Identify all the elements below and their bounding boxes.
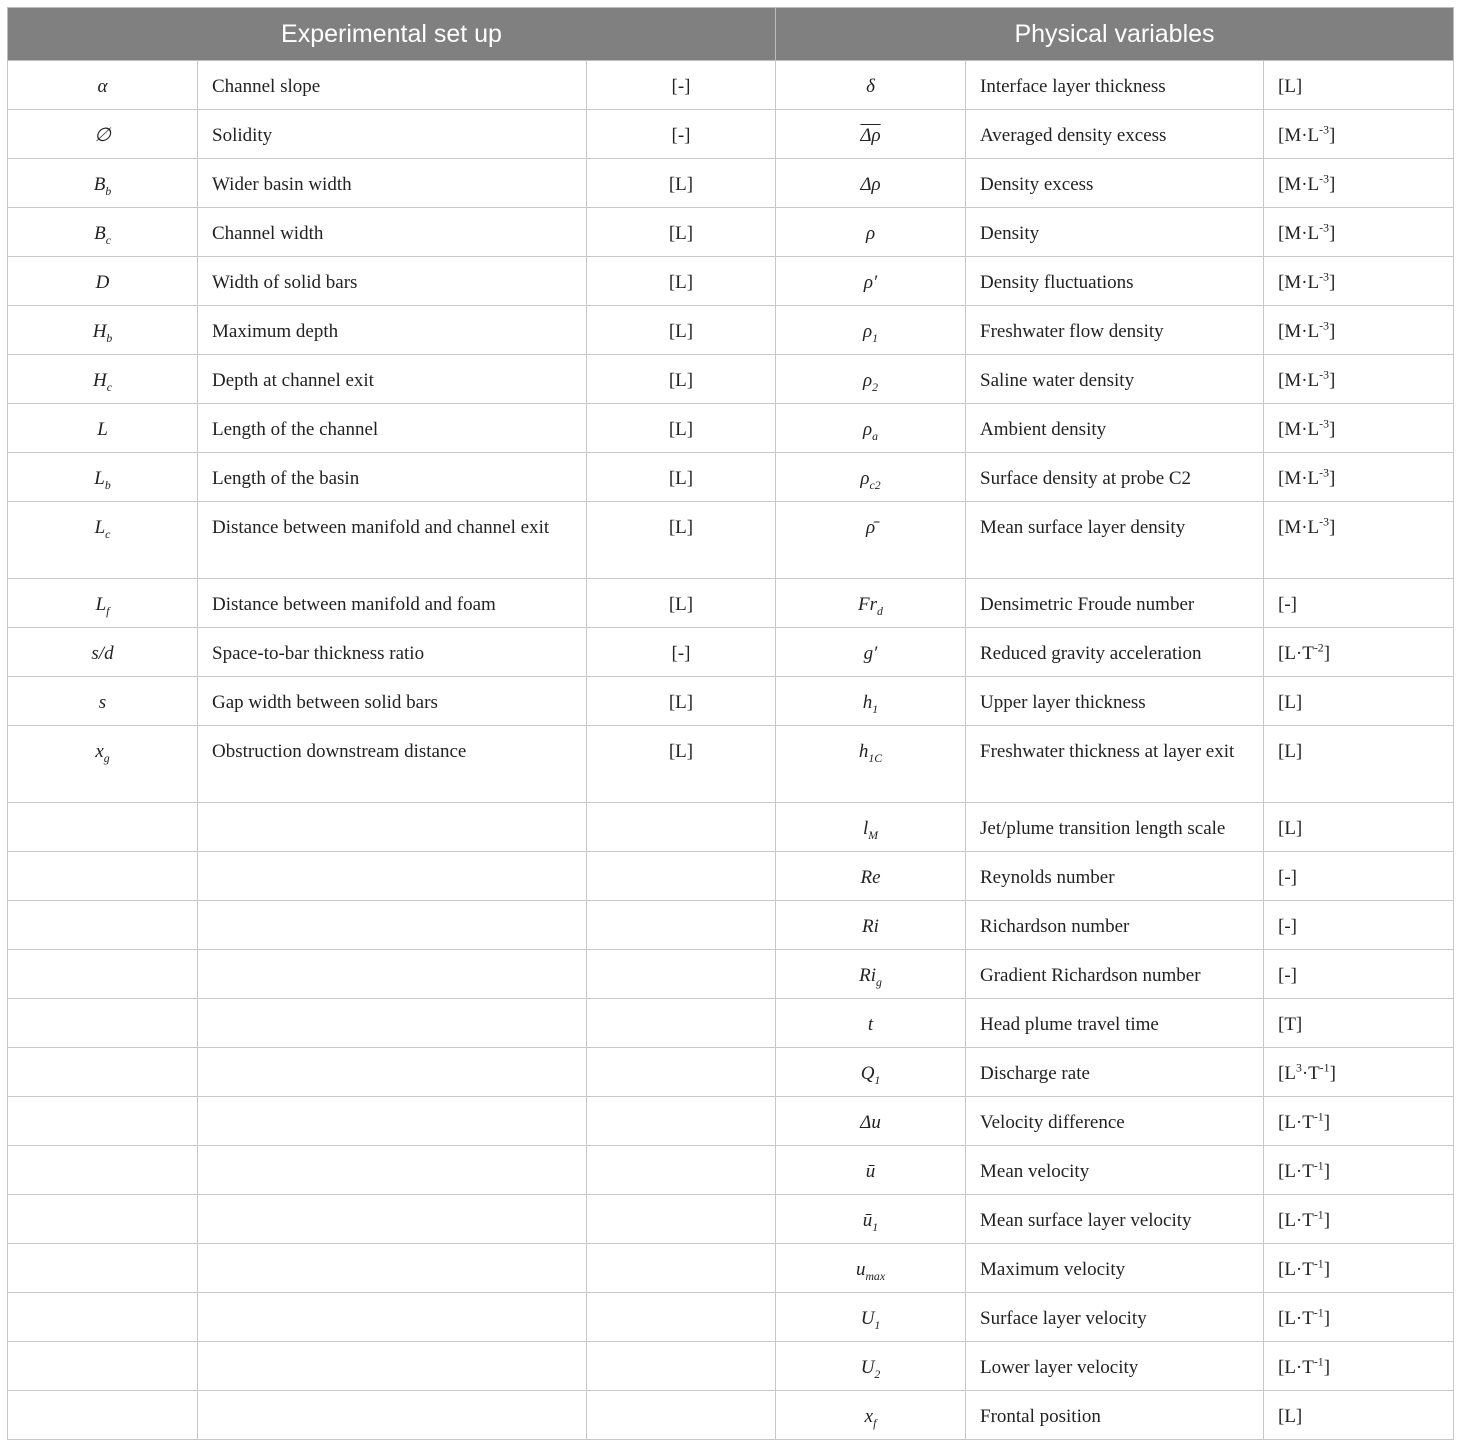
variable-symbol: $\rho_2$ [776, 355, 966, 404]
setup-unit [587, 1391, 776, 1440]
table-row [8, 306, 1454, 355]
table-row [8, 1195, 1454, 1244]
variable-description: Reduced gravity acceleration [966, 628, 1264, 677]
setup-symbol [8, 999, 198, 1048]
setup-description [198, 1097, 587, 1146]
table-row [8, 677, 1454, 726]
variable-description: Mean surface layer velocity [966, 1195, 1264, 1244]
setup-description [198, 852, 587, 901]
setup-symbol [8, 1342, 198, 1391]
variable-description: Surface layer velocity [966, 1293, 1264, 1342]
setup-symbol [8, 901, 198, 950]
header-row [8, 8, 1454, 61]
variable-unit: $[M\cdot L^{-3}]$ [1264, 453, 1454, 502]
setup-symbol [8, 1097, 198, 1146]
variable-description: Density [966, 208, 1264, 257]
table-row [8, 1146, 1454, 1195]
setup-unit: [-] [587, 110, 776, 159]
setup-unit [587, 1048, 776, 1097]
variable-unit: $[L\cdot T^{-2}]$ [1264, 628, 1454, 677]
setup-symbol [8, 1048, 198, 1097]
table-row [8, 901, 1454, 950]
variable-unit: $[L^3\cdot T^{-1}]$ [1264, 1048, 1454, 1097]
variable-description: Mean surface layer density [966, 502, 1264, 579]
variable-unit: [L] [1264, 803, 1454, 852]
variable-description: Discharge rate [966, 1048, 1264, 1097]
variable-symbol: $\rho_a$ [776, 404, 966, 453]
variable-description: Averaged density excess [966, 110, 1264, 159]
variable-description: Lower layer velocity [966, 1342, 1264, 1391]
setup-symbol: $B_b$ [8, 159, 198, 208]
variable-symbol: Δu [776, 1097, 966, 1146]
physical-variables-header: Physical variables [776, 8, 1454, 61]
setup-description: Distance between manifold and foam [198, 579, 587, 628]
table-row [8, 950, 1454, 999]
setup-symbol [8, 1391, 198, 1440]
setup-unit: [L] [587, 453, 776, 502]
variable-description: Freshwater flow density [966, 306, 1264, 355]
setup-symbol: $H_b$ [8, 306, 198, 355]
variable-symbol: $Fr_d$ [776, 579, 966, 628]
variable-symbol: Re [776, 852, 966, 901]
setup-description: Gap width between solid bars [198, 677, 587, 726]
table-row [8, 803, 1454, 852]
setup-description [198, 1195, 587, 1244]
variable-symbol: $\rho_{c2}$ [776, 453, 966, 502]
setup-symbol [8, 1293, 198, 1342]
table-row [8, 404, 1454, 453]
table-row [8, 999, 1454, 1048]
table-row [8, 1244, 1454, 1293]
setup-unit [587, 950, 776, 999]
setup-description: Channel width [198, 208, 587, 257]
table-row [8, 208, 1454, 257]
setup-unit: [L] [587, 355, 776, 404]
variable-symbol: Δρ [776, 159, 966, 208]
table-row [8, 453, 1454, 502]
variable-symbol: $U_2$ [776, 1342, 966, 1391]
table-row [8, 502, 1454, 579]
experimental-setup-header: Experimental set up [8, 8, 776, 61]
table-row [8, 1293, 1454, 1342]
variable-symbol: $ū_1$ [776, 1195, 966, 1244]
variable-unit: [T] [1264, 999, 1454, 1048]
variable-unit: $[M\cdot L^{-3}]$ [1264, 404, 1454, 453]
variable-description: Upper layer thickness [966, 677, 1264, 726]
setup-symbol: $x_g$ [8, 726, 198, 803]
variable-symbol: $l_M$ [776, 803, 966, 852]
variable-description: Density fluctuations [966, 257, 1264, 306]
setup-description [198, 1342, 587, 1391]
setup-description: Channel slope [198, 61, 587, 110]
variable-unit: $[M\cdot L^{-3}]$ [1264, 355, 1454, 404]
setup-unit [587, 1195, 776, 1244]
setup-symbol [8, 852, 198, 901]
setup-symbol: s/d [8, 628, 198, 677]
setup-symbol: ∅ [8, 110, 198, 159]
variable-description: Frontal position [966, 1391, 1264, 1440]
variable-symbol: ρ′ [776, 257, 966, 306]
setup-description [198, 999, 587, 1048]
variable-unit: $[M\cdot L^{-3}]$ [1264, 257, 1454, 306]
variable-unit: [-] [1264, 852, 1454, 901]
variable-unit: [L] [1264, 1391, 1454, 1440]
variable-description: Maximum velocity [966, 1244, 1264, 1293]
setup-description: Wider basin width [198, 159, 587, 208]
table-row [8, 726, 1454, 803]
table-row [8, 1391, 1454, 1440]
setup-unit: [L] [587, 404, 776, 453]
setup-unit: [L] [587, 159, 776, 208]
setup-symbol: s [8, 677, 198, 726]
variable-unit: $[L\cdot T^{-1}]$ [1264, 1097, 1454, 1146]
variable-unit: $[M\cdot L^{-3}]$ [1264, 208, 1454, 257]
setup-symbol: $L_f$ [8, 579, 198, 628]
variable-symbol: $U_1$ [776, 1293, 966, 1342]
setup-description: Obstruction downstream distance [198, 726, 587, 803]
variable-description: Velocity difference [966, 1097, 1264, 1146]
setup-description: Solidity [198, 110, 587, 159]
setup-symbol: $L_c$ [8, 502, 198, 579]
table-row [8, 1048, 1454, 1097]
setup-description: Width of solid bars [198, 257, 587, 306]
setup-description: Maximum depth [198, 306, 587, 355]
setup-unit [587, 1293, 776, 1342]
setup-symbol: L [8, 404, 198, 453]
setup-description: Space-to-bar thickness ratio [198, 628, 587, 677]
variable-symbol: t [776, 999, 966, 1048]
setup-unit [587, 1146, 776, 1195]
setup-unit: [L] [587, 257, 776, 306]
setup-unit: [L] [587, 306, 776, 355]
setup-unit: [L] [587, 208, 776, 257]
variable-description: Ambient density [966, 404, 1264, 453]
variable-description: Surface density at probe C2 [966, 453, 1264, 502]
variable-unit: $[M\cdot L^{-3}]$ [1264, 159, 1454, 208]
setup-symbol [8, 1146, 198, 1195]
variable-description: Freshwater thickness at layer exit [966, 726, 1264, 803]
table-row [8, 355, 1454, 404]
variable-symbol: $u_{max}$ [776, 1244, 966, 1293]
variable-unit: $[L\cdot T^{-1}]$ [1264, 1195, 1454, 1244]
variable-unit: [L] [1264, 677, 1454, 726]
setup-description: Depth at channel exit [198, 355, 587, 404]
table-row [8, 159, 1454, 208]
variable-unit: [-] [1264, 950, 1454, 999]
setup-unit [587, 1342, 776, 1391]
variable-symbol: ρ [776, 208, 966, 257]
setup-unit [587, 852, 776, 901]
table-row [8, 110, 1454, 159]
setup-symbol: $L_b$ [8, 453, 198, 502]
setup-description [198, 950, 587, 999]
variable-unit: $[L\cdot T^{-1}]$ [1264, 1293, 1454, 1342]
variable-description: Mean velocity [966, 1146, 1264, 1195]
setup-description: Length of the channel [198, 404, 587, 453]
variable-symbol: Ri [776, 901, 966, 950]
variable-description: Head plume travel time [966, 999, 1264, 1048]
variable-unit: [-] [1264, 579, 1454, 628]
variable-symbol: $Q_1$ [776, 1048, 966, 1097]
setup-description [198, 1244, 587, 1293]
setup-description: Distance between manifold and channel exit [198, 502, 587, 579]
setup-unit [587, 999, 776, 1048]
setup-description [198, 901, 587, 950]
setup-description [198, 803, 587, 852]
setup-description [198, 1391, 587, 1440]
variable-description: Interface layer thickness [966, 61, 1264, 110]
setup-symbol: $B_c$ [8, 208, 198, 257]
setup-unit: [-] [587, 628, 776, 677]
variable-symbol: $\overline{\Delta\rho}$ [776, 110, 966, 159]
setup-unit: [L] [587, 579, 776, 628]
variable-description: Gradient Richardson number [966, 950, 1264, 999]
setup-symbol [8, 950, 198, 999]
variable-symbol: $Ri_g$ [776, 950, 966, 999]
variable-description: Density excess [966, 159, 1264, 208]
setup-unit [587, 1244, 776, 1293]
setup-symbol: $H_c$ [8, 355, 198, 404]
setup-description [198, 1293, 587, 1342]
table-row [8, 1342, 1454, 1391]
variable-description: Saline water density [966, 355, 1264, 404]
variable-symbol: $h_{1C}$ [776, 726, 966, 803]
variable-unit: $[M\cdot L^{-3}]$ [1264, 502, 1454, 579]
variable-unit: $[L\cdot T^{-1}]$ [1264, 1146, 1454, 1195]
setup-unit [587, 803, 776, 852]
variable-description: Densimetric Froude number [966, 579, 1264, 628]
table-row [8, 579, 1454, 628]
variable-symbol: $\rho_1$ [776, 306, 966, 355]
variable-description: Richardson number [966, 901, 1264, 950]
table-row [8, 1097, 1454, 1146]
variable-unit: $[M\cdot L^{-3}]$ [1264, 110, 1454, 159]
variable-unit: $[M\cdot L^{-3}]$ [1264, 306, 1454, 355]
variable-unit: $[L\cdot T^{-1}]$ [1264, 1342, 1454, 1391]
setup-symbol: D [8, 257, 198, 306]
variable-unit: $[L\cdot T^{-1}]$ [1264, 1244, 1454, 1293]
setup-unit: [L] [587, 502, 776, 579]
table-row [8, 257, 1454, 306]
setup-unit: [-] [587, 61, 776, 110]
variable-unit: [-] [1264, 901, 1454, 950]
setup-unit [587, 901, 776, 950]
setup-unit: [L] [587, 726, 776, 803]
setup-symbol [8, 1244, 198, 1293]
setup-symbol [8, 1195, 198, 1244]
variable-symbol: δ [776, 61, 966, 110]
notation-table [7, 7, 1454, 1440]
variable-description: Jet/plume transition length scale [966, 803, 1264, 852]
setup-symbol [8, 803, 198, 852]
setup-description: Length of the basin [198, 453, 587, 502]
variable-symbol: $x_f$ [776, 1391, 966, 1440]
table-row [8, 61, 1454, 110]
setup-unit: [L] [587, 677, 776, 726]
setup-symbol: α [8, 61, 198, 110]
setup-description [198, 1146, 587, 1195]
variable-description: Reynolds number [966, 852, 1264, 901]
variable-symbol: g′ [776, 628, 966, 677]
setup-unit [587, 1097, 776, 1146]
variable-symbol: $h_1$ [776, 677, 966, 726]
variable-unit: [L] [1264, 726, 1454, 803]
variable-symbol: ρ̄ [776, 502, 966, 579]
setup-description [198, 1048, 587, 1097]
variable-unit: [L] [1264, 61, 1454, 110]
table-row [8, 628, 1454, 677]
variable-symbol: ū [776, 1146, 966, 1195]
table-row [8, 852, 1454, 901]
